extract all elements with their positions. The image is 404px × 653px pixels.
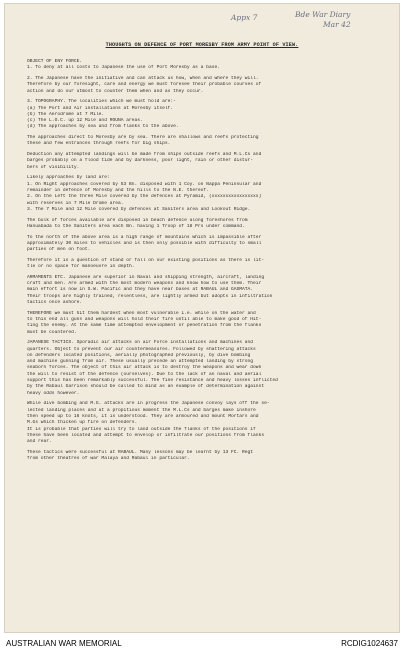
document-paragraph [27,235,391,254]
text-line: barges probably on a flood tide and by darkness, poor light, rain or other distur- [27,158,254,164]
text-line: remainder in defence of Moresby and the hills to the N.E. thereof. [27,188,209,193]
text-line: bers of visibility. [27,164,80,170]
text-line: (c) The L.O.C. up 12 Mile and ROUNA areas. [27,118,143,124]
handwritten-annotation: Bde War Diary [295,10,351,19]
document-page [4,3,400,633]
text-line: The bulk of forces available are disposed in beach defence along foreshores from [27,217,248,223]
archive-source-label: AUSTRALIAN WAR MEMORIAL [6,639,122,648]
document-paragraph [27,401,391,445]
text-line: parties of men on foot. [27,247,91,253]
text-line: then speed up to 16 knots, it is understood. They are armoured and mount Mortars and [27,413,259,419]
text-line: THEREFORE we must hit them hardest when most vulnerable i.e. while on the water and [27,310,256,316]
text-line: To the north of the above area is a high range of mountains which is impassible after [27,234,262,240]
text-line: 3. TOPOGRAPHY. The localities which we must hold are:- [27,99,176,105]
text-line: seaborn forces. The object of this air attack is to destroy the weapons and wear down [27,365,262,371]
document-paragraph [27,275,391,306]
text-line: These tactics were successful at RABAUL. Many lessons may be learnt by 13 FC. Regt [27,449,254,455]
document-paragraph [27,175,391,213]
handwritten-annotation: Mar 42 [323,20,351,29]
text-line: 1. On Right approaches covered by 53 Bn. disposed with 1 Coy. on Nappa Peninsular and [27,181,262,187]
text-line: these and few entrances through reefs for big ships. [27,141,171,147]
text-line: JAPANESE TACTICS. Sporadic air attacks on air Force installations and machines and [27,340,254,346]
text-line: Therefore it is a question of stand or fall on our existing positions as there is lit- [27,257,265,263]
text-line: quarters. Object to prevent our air countermeasures. Followed by shattering attacks [27,346,256,352]
text-line: (a) The Port and Air installations at Moresby itself. [27,105,174,111]
text-line: 3. The 7 Mile and 12 Mile covered by defences at Saniters area and Lookout Ridge. [27,206,251,212]
text-line: Deduction any attempted landings will be made from ships outside reefs and M.L.Cs and [27,152,262,158]
document-paragraph [27,450,391,463]
document-paragraph [27,99,391,130]
document-paragraph [27,340,391,397]
text-line: these have been located and attempt to envelop or infiltrate our positions from flanks [27,432,265,438]
document-body [27,59,391,467]
text-line: Hanuabada to the Saniters area each Bn. having 1 Troop of 18 Prs under command. [27,223,245,229]
text-line: heavy odds however. [27,390,80,396]
text-line: with reserves in 7 Mile Drome area. [27,200,124,206]
document-paragraph [27,135,391,148]
text-line: support this has been remarkably successful. The fine resistance and heavy losses inflicted [27,378,278,384]
text-line: OBJECT OF ENY FORCE. [27,59,83,64]
text-line: lected landing places and at a propitious moment the M.L.Cs and barges make inshore [27,407,256,413]
text-line: tle or no space for manoeuvre in depth. [27,264,135,270]
text-line: M.Gs which thicken up fire on defenders. [27,420,138,426]
text-line: tactics once ashore. [27,300,83,306]
text-line: by the Rabaul Garrison should be called to mind as an example of determination against [27,384,265,390]
text-line: (b) The Aerodrome at 7 Mile. [27,111,105,117]
text-line: action and do our utmost to counter them when and as they occur. [27,88,204,94]
text-line: and machine gunning from air. These usually precede an attempted landing by strong [27,359,254,365]
document-paragraph [27,59,391,72]
archive-footer [0,636,404,653]
text-line: While dive bombing and M.G. attacks are in progress the Japanese convoy lays off the se- [27,401,270,407]
text-line: It is probable that parties will try to land outside the flanks of the positions if [27,426,256,432]
text-line: on defenders located positions, aerially photographed previously, by dive bombing [27,352,251,358]
handwritten-annotation: Appx 7 [231,13,258,22]
text-line: 2. The Japanese have the initiative and can attack us how, when and where they will. [27,75,259,81]
text-line: 1. To deny at all costs to Japanese the use of Port Moresby as a base. [27,65,220,71]
text-line: must be countered. [27,329,77,335]
text-line: Likely approaches by land are: [27,175,110,181]
document-paragraph [27,218,391,231]
text-line: (d) The approaches by sea and from flanks to the above. [27,124,179,130]
document-paragraph [27,152,391,171]
text-line: ting the enemy. At the same time attempted envelopment or penetration from the flanks [27,323,262,329]
text-line: and rear. [27,439,52,445]
document-paragraph [27,311,391,336]
document-paragraph [27,76,391,95]
document-title: THOUGHTS ON DEFENCE OF PORT MORESBY FROM ARMY POINT OF VIEW. [105,42,299,48]
text-line: approximately 30 miles to vehicles and is then only possible with difficulty to small [27,240,262,246]
text-line: Therefore by our foresight, care and energy we must foresee their probable courses of [27,82,262,88]
text-line: 2. On the Left the three Mile covered by the defences at Pyramid, (xxxxxxxxxxxxxxxxx) [27,194,262,200]
text-line: from other theatres of war Malaya and Rabaul in particular. [27,456,190,462]
archive-record-id: RCDIG1024637 [341,639,398,648]
text-line: Their troops are highly trained, relentless, are lightly armed but adopts in infiltration [27,293,273,299]
text-line: craft and men. Are armed with the most modern weapons and know how to use them. Their [27,281,262,287]
text-line: The approaches direct to Moresby are by sea. There are shallows and reefs protecting [27,135,259,141]
document-paragraph [27,258,391,271]
text-line: the will to resist of the defence (ourselves). Due to the lack of an naval and aerial [27,371,262,377]
text-line: to this end all guns and weapons will hold their fire until able to make good of Hit- [27,317,262,322]
text-line: main effort is now in S.W. Pacific and they have near bases at RABAUL and GASMATA. [27,287,254,293]
text-line: ARMAMENTS ETC. Japanese are superior in Naval and shipping strength, aircraft, landing [27,274,265,280]
